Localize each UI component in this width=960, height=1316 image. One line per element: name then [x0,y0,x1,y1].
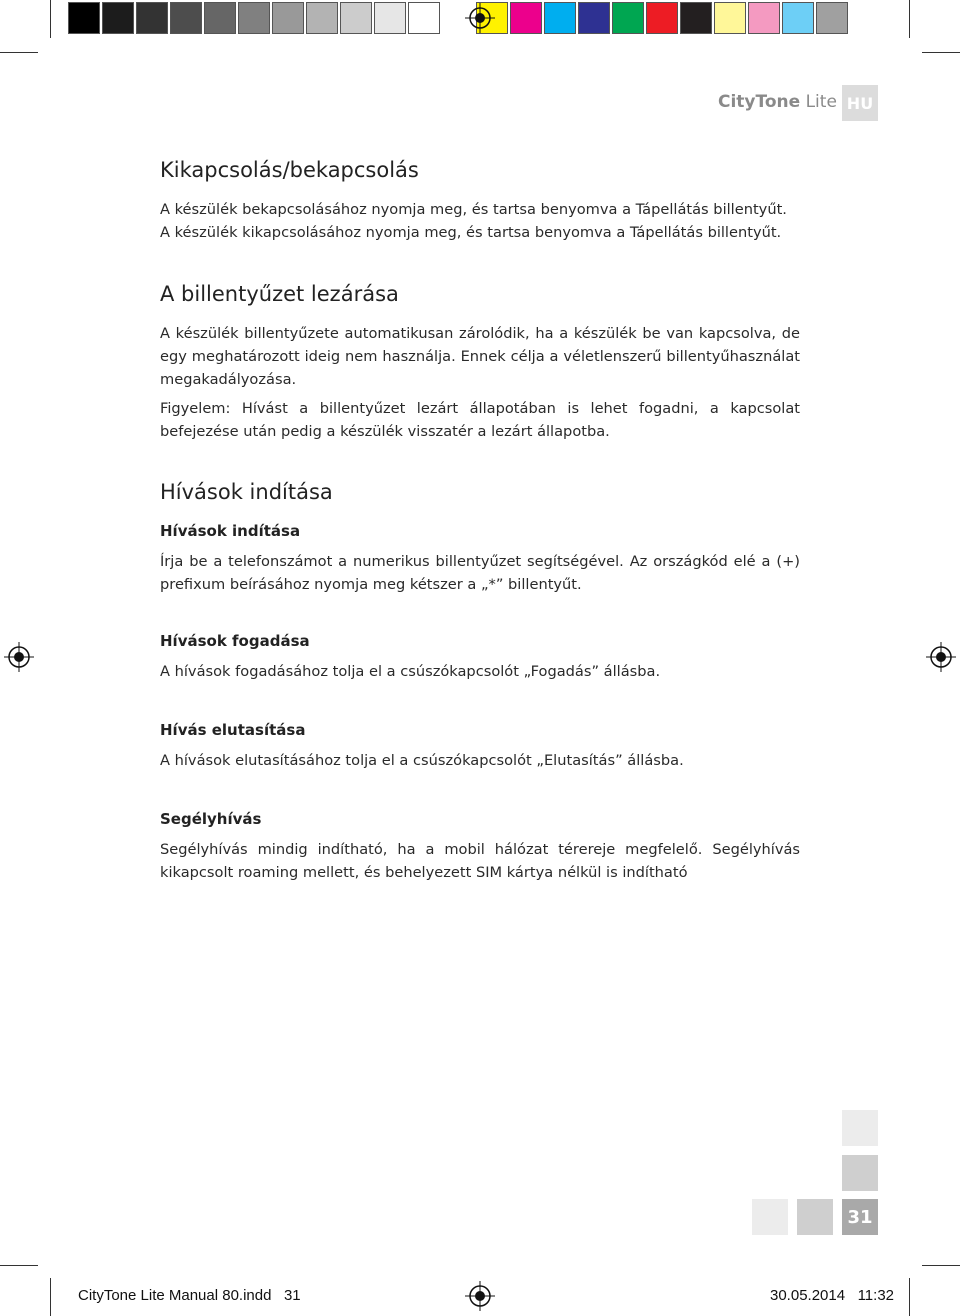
subsection-title: Segélyhívás [160,810,262,828]
section-title: Hívások indítása [160,480,333,504]
swatch [646,2,678,34]
swatch [374,2,406,34]
swatch [714,2,746,34]
swatch [680,2,712,34]
registration-mark-icon [465,3,495,33]
swatch [136,2,168,34]
crop-mark [50,0,51,38]
paragraph: A hívások fogadásához tolja el a csúszókapcsolót „Fogadás” állásba. [160,663,661,680]
swatch [340,2,372,34]
decor-square [752,1199,788,1235]
registration-mark-icon [926,642,956,672]
brand-light: Lite [805,92,837,112]
paragraph: Írja be a telefonszámot a numerikus billentyűzet segítségével. Az országkód elé a (+) prefixum beírásához nyomja meg kétszer a „*” billentyűt. [160,553,800,593]
crop-mark [909,0,910,38]
swatch [510,2,542,34]
swatch [170,2,202,34]
page-content [160,156,800,884]
swatch [816,2,848,34]
page-number: 31 [842,1199,878,1235]
slug-timestamp: 30.05.2014 11:32 [770,1287,894,1304]
decor-square [842,1155,878,1191]
swatch [578,2,610,34]
language-badge: HU [842,85,878,121]
registration-mark-icon [465,1281,495,1311]
paragraph: Figyelem: Hívást a billentyűzet lezárt állapotában is lehet fogadni, a kapcsolat befejezése után pedig a készülék visszatér a lezárt állapotba. [160,400,800,440]
brand-bold: CityTone [718,92,801,112]
subsection-title: Hívás elutasítása [160,721,306,739]
swatch [782,2,814,34]
swatch [238,2,270,34]
swatch [306,2,338,34]
swatch [68,2,100,34]
section-title: A billentyűzet lezárása [160,282,399,306]
swatch [204,2,236,34]
crop-mark [0,1265,38,1266]
subsection-title: Hívások fogadása [160,632,310,650]
swatch [408,2,440,34]
swatch [272,2,304,34]
swatch [612,2,644,34]
swatch [102,2,134,34]
swatch [544,2,576,34]
paragraph: Segélyhívás mindig indítható, ha a mobil hálózat térereje megfelelő. Segélyhívás kikapcsolt roaming mellett, és behelyezett SIM kártya nélkül is indítható [160,841,800,881]
decor-square [842,1110,878,1146]
decor-square [797,1199,833,1235]
swatch [748,2,780,34]
paragraph: A készülék bekapcsolásához nyomja meg, és tartsa benyomva a Tápellátás billentyűt. [160,201,787,218]
paragraph: A hívások elutasításához tolja el a csúszókapcsolót „Elutasítás” állásba. [160,752,684,769]
subsection-title: Hívások indítása [160,522,301,540]
crop-mark [0,52,38,53]
crop-mark [922,1265,960,1266]
section-title: Kikapcsolás/bekapcsolás [160,158,419,182]
paragraph: A készülék kikapcsolásához nyomja meg, és tartsa benyomva a Tápellátás billentyűt. [160,224,782,241]
color-calibration-bar [68,2,850,34]
crop-mark [922,52,960,53]
crop-mark [50,1278,51,1316]
paragraph: A készülék billentyűzete automatikusan zárolódik, ha a készülék be van kapcsolva, de egy meghatározott ideig nem használja. Ennek célja a véletlenszerű billentyűhasználat megakadályozása. [160,325,800,388]
registration-mark-icon [4,642,34,672]
crop-mark [909,1278,910,1316]
brand-name [718,92,837,112]
slug-filename: CityTone Lite Manual 80.indd 31 [78,1287,301,1304]
